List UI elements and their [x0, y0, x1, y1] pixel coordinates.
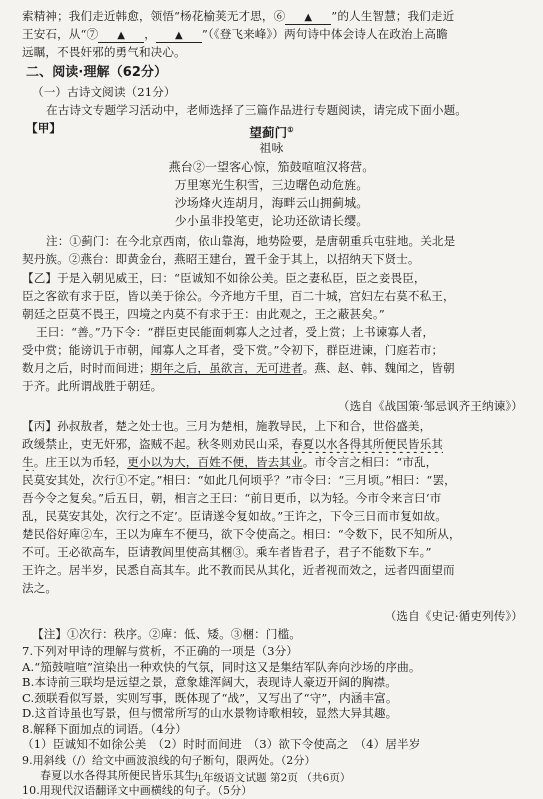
answer-blank[interactable]: ▲	[98, 30, 144, 43]
poem-line: 少小虽非投笔吏，论功还欲请长缨。	[174, 214, 369, 228]
option-b[interactable]: B.本诗前三联均是远望之景，意象雄浑阔大，表现诗人豪迈开阔的胸襟。	[22, 675, 397, 689]
poem-title: 望蓟门①	[249, 125, 294, 141]
question-8: 8.解释下面加点的词语。（4分）	[22, 721, 187, 736]
poem-line: 万里寒光生积雪，三边曙色动危旌。	[174, 178, 369, 192]
passage-yi-line: 于齐。此所谓战胜于朝廷。	[22, 379, 163, 393]
poem-note: 契丹族。②燕台：即黄金台，燕昭王建台，置千金于其上，以招纳天下贤士。	[22, 252, 420, 266]
sub-title: （一）古诗文阅读（21分）	[32, 85, 176, 99]
passage-bing-line: 政缓禁止，吏无奸邪，盗贼不起。秋冬则劝民山采，春夏以水各得其所便民皆乐其	[22, 437, 443, 451]
intro-line-2: 王安石，从“⑦ ▲ ， ▲ ”（《登飞来峰》）两句诗中体会诗人在政治上高瞻	[22, 27, 448, 41]
passage-yi-line: 臣之客欲有求于臣，皆以美于徐公。今齐地方千里，百二十城，宫妇左右莫不私王，	[22, 289, 455, 303]
passage-yi-line: 受中赏；能谤讥于市朝，闻寡人之耳者，受下赏。”令初下，群臣进谏，门庭若市；	[22, 343, 444, 357]
passage-bing-line: 乱，民莫安其处，次行之不定’。臣请遂令复如故。”王许之，下令三日而市复如故。	[22, 509, 447, 523]
passage-yi-line: 王曰：“善。”乃下令：“群臣吏民能面刺寡人之过者，受上赏；上书谏寡人者，	[36, 325, 435, 339]
passage-bing-line: 不可。王必欲高车，臣请教闾里使高其梱③。乘车者皆君子，君子不能数下车。”	[22, 545, 432, 559]
intro-line-1: 索精神；我们走近韩愈，领悟“杨花榆荚无才思，⑥ ▲ ”的人生智慧；我们走近	[22, 9, 455, 23]
passage-yi-line: 【乙】于是入朝见威王，曰：“臣诚知不如徐公美。臣之妻私臣，臣之妾畏臣，	[22, 271, 426, 285]
section-title: 二、阅读·理解（62分）	[26, 65, 168, 80]
passage-bing-line: 楚民俗好庳②车，王以为庳车不便马，欲下令使高之。相曰：“令数下，民不知所从，	[22, 527, 461, 541]
passage-bing-line: 法之。	[22, 581, 58, 595]
passage-bing-note: 【注】①次行：秩序。②庳：低、矮。③梱：门槛。	[32, 627, 301, 641]
intro-line-3: 远瞩，不畏奸邪的勇气和决心。	[22, 45, 186, 59]
poem-author: 祖咏	[259, 141, 284, 155]
page-footer: 九年级语文试题 第2页 （共6页）	[192, 772, 351, 784]
passage-bing-source: （选自《史记·循吏列传》）	[384, 609, 523, 623]
passage-yi-source: （选自《战国策·邹忌讽齐王纳谏》）	[337, 399, 523, 413]
question-9-sentence: 春夏以水各得其所便民皆乐其生	[40, 768, 196, 782]
answer-blank[interactable]: ▲	[285, 12, 331, 25]
option-d[interactable]: D.这首诗虽也写景，但与惯常所写的山水景物诗歌相较，显然大异其趣。	[22, 706, 398, 720]
passage-bing-line: 吾今令之复矣。”后五日，朝，相言之王曰：“前日更币，以为轻。今市令来言曰‘市	[22, 491, 442, 505]
passage-bing-line: 【丙】孙叔敖者，楚之处士也。三月为楚相，施教导民，上下和合，世俗盛美，	[22, 419, 432, 433]
question-9: 9.用斜线（/）给文中画波浪线的句子断句，限两处。（2分）	[22, 753, 316, 767]
question-8-items: （1）臣诚知不如徐公美 （2）时时而间进 （3）欲下令使高之 （4）居半岁	[22, 737, 421, 751]
intro-instruction: 在古诗文专题学习活动中，老师选择了三篇作品进行专题阅读，请完成下面小题。	[46, 103, 467, 117]
passage-yi-line: 朝廷之臣莫不畏王，四境之内莫不有求于王：由此观之，王之蔽甚矣。”	[22, 307, 385, 321]
answer-blank[interactable]: ▲	[156, 30, 202, 43]
passage-bing-line: 王许之。居半岁，民悉自高其车。此不教而民从其化，近者视而效之，远者四面望而	[22, 563, 455, 577]
question-10: 10.用现代汉语翻译文中画横线的句子。（5分）	[22, 783, 253, 797]
wavy-underlined-sentence: 生	[22, 455, 34, 469]
passage-yi-line: 数月之后，时时而间进；期年之后，虽欲言，无可进者。燕、赵、韩、魏闻之，皆朝	[22, 361, 455, 375]
wavy-underlined-sentence: 春夏以水各得其所便民皆乐其	[290, 437, 443, 451]
poem-line: 沙场烽火连胡月，海畔云山拥蓟城。	[174, 196, 369, 210]
passage-bing-line: 民莫安其处，次行①不定。”相曰：“如此几何顷乎？”市令曰：“三月顷。”相曰：“罢，	[22, 473, 456, 487]
poem-line: 燕台②一望客心惊，笳鼓喧喧汉将营。	[168, 160, 375, 174]
underlined-sentence: 更小以为大，百姓不便，皆去其业	[127, 455, 303, 469]
option-a[interactable]: A.“笳鼓喧喧”渲染出一种欢快的气氛，同时这又是集结军队奔向沙场的序曲。	[22, 659, 421, 674]
underlined-sentence: 期年之后，虽欲言，无可进者	[150, 361, 303, 375]
passage-jia-label: 【甲】	[26, 121, 62, 135]
poem-note: 注：①蓟门：在今北京西南，依山靠海，地势险要，是唐朝重兵屯驻地。关北是	[46, 234, 456, 248]
option-c[interactable]: C.颈联看似写景，实则写事，既体现了“战”，又写出了“守”，内涵丰富。	[22, 690, 398, 705]
passage-bing-line: 生。庄王以为币轻，更小以为大，百姓不便，皆去其业。市令言之相曰：“市乱，	[22, 455, 438, 469]
question-7: 7.下列对甲诗的理解与赏析，不正确的一项是（3分）	[22, 644, 299, 658]
